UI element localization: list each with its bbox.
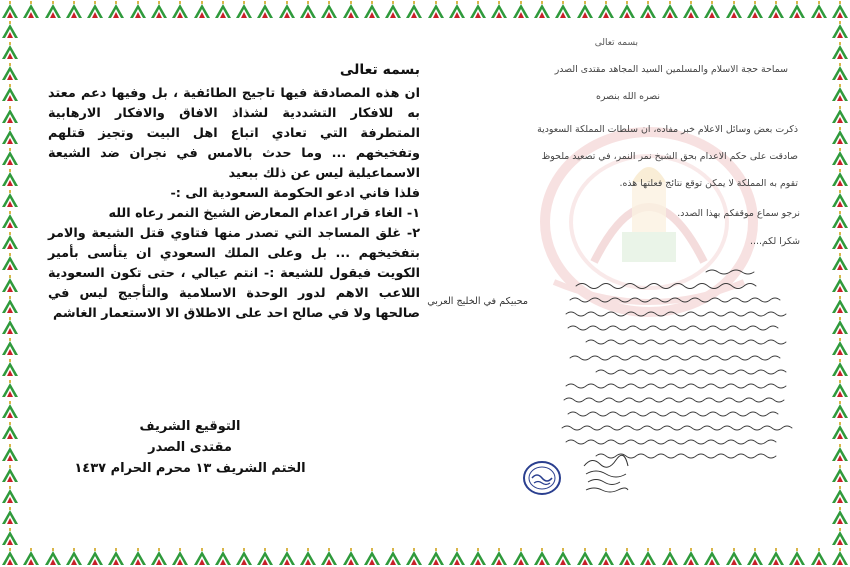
border-ornament-icon — [809, 547, 829, 567]
border-ornament-icon — [0, 231, 20, 251]
border-ornament-icon — [213, 0, 233, 20]
border-ornament-icon — [0, 527, 20, 547]
border-ornament-icon — [0, 126, 20, 146]
border-ornament-icon — [468, 0, 488, 20]
border-ornament-icon — [0, 147, 20, 167]
seal-date: الختم الشريف ١٣ محرم الحرام ١٤٣٧ — [74, 461, 306, 476]
border-ornament-icon — [0, 421, 20, 441]
border-ornament-icon — [0, 83, 20, 103]
border-ornament-icon — [830, 231, 850, 251]
signature-label: التوقيع الشريف — [139, 419, 241, 434]
border-ornament-icon — [596, 0, 616, 20]
border-ornament-icon — [383, 0, 403, 20]
document-page — [24, 24, 826, 543]
border-ornament-icon — [0, 358, 20, 378]
border-left — [0, 20, 20, 547]
request-body-line-3: تقوم به المملكة لا يمكن توقع نتائج فعلتها هذه. — [619, 178, 798, 189]
reply-letter — [48, 62, 420, 324]
border-ornament-icon — [830, 358, 850, 378]
request-letter — [408, 24, 828, 543]
border-ornament-icon — [830, 0, 850, 20]
border-ornament-icon — [809, 0, 829, 20]
border-ornament-icon — [830, 62, 850, 82]
border-ornament-icon — [447, 0, 467, 20]
border-ornament-icon — [106, 547, 126, 567]
request-signature: محبيكم في الخليج العربي — [427, 296, 528, 307]
request-body-line-2: صادقت على حكم الاعدام بحق الشيخ نمر النمر، في تصعيد ملحوظ — [541, 151, 798, 162]
border-ornament-icon — [319, 547, 339, 567]
reply-demand-2: ٢- غلق المساجد التي تصدر منها فتاوي قتل الشيعة والامر بتفخيخهم ... بل وعلى الملك السعودي ان يتأسى بأمير الكويت فيقول للشيعة :- انتم عيالي ، حتى تكون السعودية اللاعب الاهم لدور الوحدة الاسلامية والتأجيج ليس في صالحها ولا في صالح احد على الاطلاق الا الاستعمار الغاشم — [48, 226, 420, 321]
border-ornament-icon — [85, 0, 105, 20]
border-ornament-icon — [724, 0, 744, 20]
border-ornament-icon — [128, 547, 148, 567]
border-ornament-icon — [0, 105, 20, 125]
reply-paragraph-1: ان هذه المصادقة فيها تاجيج الطائفية ، بل وفيها دعم معتد به للافكار التشددية لشذاذ الافاق والافكار الارهابية المتطرفة التي تعادي اتباع اهل البيت وتجيز قتلهم وتفخيخهم ... وما حدث بالامس في نجران ضد الشيعة الاسماعيلية ليس عن ذلك ببعيد — [48, 86, 420, 181]
border-ornament-icon — [0, 400, 20, 420]
border-ornament-icon — [43, 547, 63, 567]
border-bottom — [0, 547, 850, 567]
border-ornament-icon — [638, 0, 658, 20]
border-ornament-icon — [532, 0, 552, 20]
border-ornament-icon — [830, 20, 850, 40]
border-ornament-icon — [0, 485, 20, 505]
border-top — [0, 0, 850, 20]
border-ornament-icon — [830, 506, 850, 526]
border-ornament-icon — [660, 547, 680, 567]
request-thanks: شكرا لكم.... — [750, 236, 800, 247]
border-ornament-icon — [149, 0, 169, 20]
border-ornament-icon — [830, 126, 850, 146]
border-ornament-icon — [0, 20, 20, 40]
border-ornament-icon — [575, 547, 595, 567]
seal-stamp-icon — [522, 460, 562, 496]
border-ornament-icon — [596, 547, 616, 567]
border-ornament-icon — [830, 400, 850, 420]
border-ornament-icon — [0, 295, 20, 315]
border-ornament-icon — [213, 547, 233, 567]
border-ornament-icon — [830, 252, 850, 272]
border-ornament-icon — [0, 547, 20, 567]
border-ornament-icon — [255, 0, 275, 20]
border-ornament-icon — [319, 0, 339, 20]
border-ornament-icon — [64, 0, 84, 20]
border-ornament-icon — [745, 547, 765, 567]
border-ornament-icon — [277, 547, 297, 567]
border-ornament-icon — [702, 0, 722, 20]
border-ornament-icon — [830, 485, 850, 505]
reply-basmala: بسمه تعالى — [339, 62, 420, 78]
border-ornament-icon — [553, 547, 573, 567]
border-ornament-icon — [830, 443, 850, 463]
border-ornament-icon — [21, 0, 41, 20]
handwritten-reply-image — [556, 264, 796, 484]
border-ornament-icon — [149, 547, 169, 567]
signature-name: مقتدى الصدر — [148, 440, 232, 455]
border-ornament-icon — [277, 0, 297, 20]
border-ornament-icon — [468, 547, 488, 567]
border-ornament-icon — [787, 547, 807, 567]
border-ornament-icon — [0, 506, 20, 526]
request-greeting: نصره الله بنصره — [595, 91, 660, 102]
border-ornament-icon — [128, 0, 148, 20]
border-ornament-icon — [192, 0, 212, 20]
border-ornament-icon — [362, 547, 382, 567]
border-ornament-icon — [660, 0, 680, 20]
border-ornament-icon — [830, 210, 850, 230]
border-ornament-icon — [0, 252, 20, 272]
border-ornament-icon — [724, 547, 744, 567]
border-ornament-icon — [192, 547, 212, 567]
border-ornament-icon — [830, 147, 850, 167]
border-ornament-icon — [341, 0, 361, 20]
border-ornament-icon — [575, 0, 595, 20]
border-ornament-icon — [830, 295, 850, 315]
border-ornament-icon — [830, 105, 850, 125]
border-ornament-icon — [532, 547, 552, 567]
border-ornament-icon — [638, 547, 658, 567]
border-ornament-icon — [298, 0, 318, 20]
border-ornament-icon — [489, 547, 509, 567]
border-ornament-icon — [0, 464, 20, 484]
border-ornament-icon — [553, 0, 573, 20]
border-right — [830, 20, 850, 547]
border-ornament-icon — [830, 464, 850, 484]
border-ornament-icon — [64, 547, 84, 567]
border-ornament-icon — [404, 0, 424, 20]
border-ornament-icon — [511, 0, 531, 20]
border-ornament-icon — [702, 547, 722, 567]
border-ornament-icon — [617, 547, 637, 567]
border-ornament-icon — [681, 547, 701, 567]
border-ornament-icon — [106, 0, 126, 20]
border-ornament-icon — [745, 0, 765, 20]
border-ornament-icon — [234, 547, 254, 567]
border-ornament-icon — [830, 316, 850, 336]
border-ornament-icon — [830, 83, 850, 103]
border-ornament-icon — [830, 527, 850, 547]
border-ornament-icon — [830, 337, 850, 357]
reply-signature-block — [70, 416, 310, 479]
border-ornament-icon — [0, 443, 20, 463]
border-ornament-icon — [617, 0, 637, 20]
border-ornament-icon — [0, 379, 20, 399]
border-ornament-icon — [0, 274, 20, 294]
border-ornament-icon — [170, 0, 190, 20]
border-ornament-icon — [447, 547, 467, 567]
border-ornament-icon — [511, 547, 531, 567]
border-ornament-icon — [0, 189, 20, 209]
border-ornament-icon — [489, 0, 509, 20]
border-ornament-icon — [234, 0, 254, 20]
border-ornament-icon — [0, 168, 20, 188]
border-ornament-icon — [681, 0, 701, 20]
border-ornament-icon — [0, 0, 20, 20]
border-ornament-icon — [787, 0, 807, 20]
border-ornament-icon — [0, 210, 20, 230]
handwritten-signature-image — [580, 452, 632, 496]
border-ornament-icon — [0, 316, 20, 336]
border-ornament-icon — [426, 0, 446, 20]
request-basmala: بسمه تعالى — [594, 38, 638, 48]
border-ornament-icon — [341, 547, 361, 567]
border-ornament-icon — [21, 547, 41, 567]
border-ornament-icon — [766, 547, 786, 567]
border-ornament-icon — [255, 547, 275, 567]
reply-paragraph-2: فلذا فاني ادعو الحكومة السعودية الى :- — [170, 186, 420, 201]
request-body-line-4: نرجو سماع موقفكم بهذا الصدد. — [677, 208, 800, 219]
border-ornament-icon — [830, 168, 850, 188]
border-ornament-icon — [766, 0, 786, 20]
border-ornament-icon — [830, 379, 850, 399]
border-ornament-icon — [0, 62, 20, 82]
border-ornament-icon — [830, 41, 850, 61]
border-ornament-icon — [298, 547, 318, 567]
border-ornament-icon — [830, 547, 850, 567]
request-body-line-1: ذكرت بعض وسائل الاعلام خبر مفاده، ان سلطات المملكة السعودية — [537, 124, 798, 135]
border-ornament-icon — [404, 547, 424, 567]
border-ornament-icon — [830, 421, 850, 441]
border-ornament-icon — [830, 189, 850, 209]
border-ornament-icon — [0, 41, 20, 61]
reply-demand-1: ١- الغاء قرار اعدام المعارض الشيخ النمر رعاه الله — [108, 206, 420, 221]
border-ornament-icon — [170, 547, 190, 567]
request-addressee: سماحة حجة الاسلام والمسلمين السيد المجاهد مقتدى الصدر — [554, 64, 788, 75]
border-ornament-icon — [0, 337, 20, 357]
border-ornament-icon — [830, 274, 850, 294]
border-ornament-icon — [426, 547, 446, 567]
border-ornament-icon — [383, 547, 403, 567]
border-ornament-icon — [43, 0, 63, 20]
border-ornament-icon — [362, 0, 382, 20]
border-ornament-icon — [85, 547, 105, 567]
